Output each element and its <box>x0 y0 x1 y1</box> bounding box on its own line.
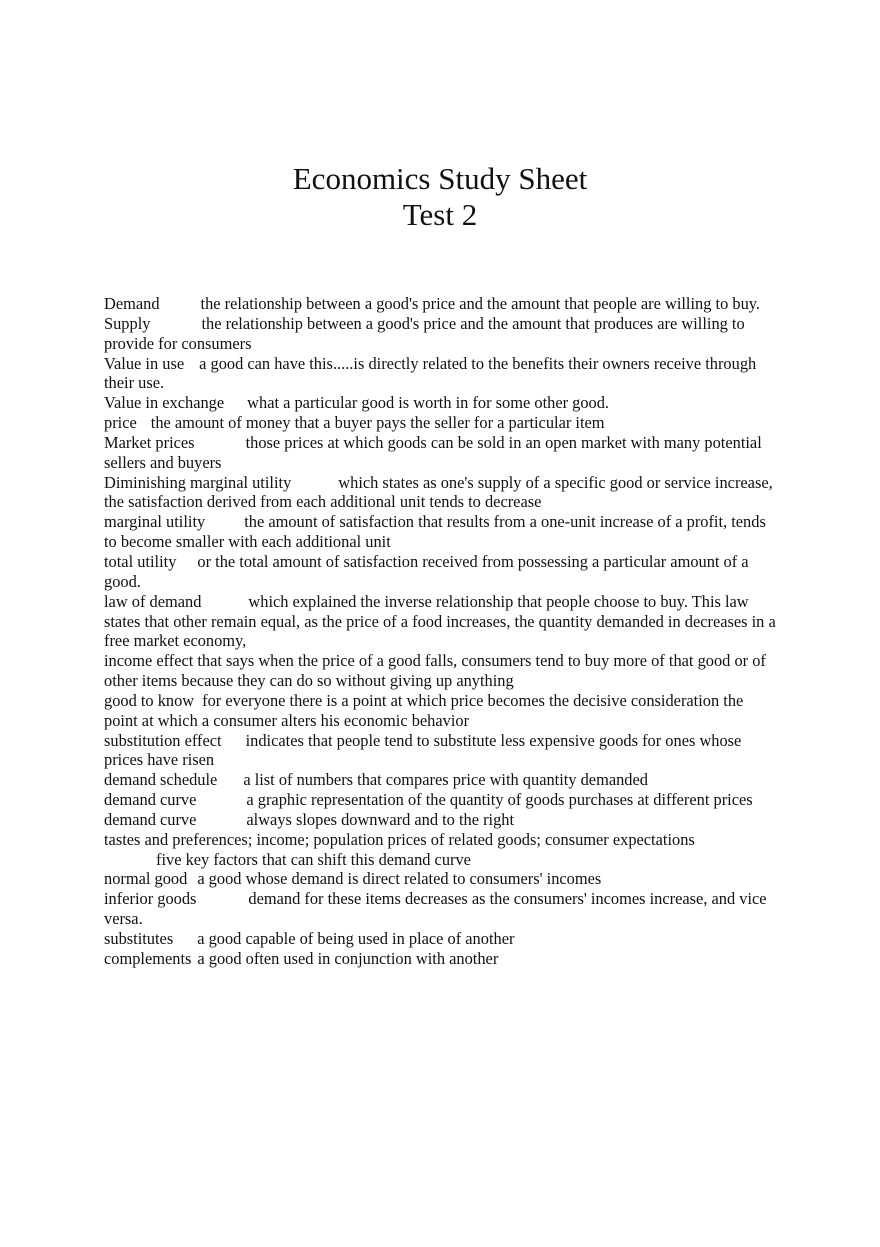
entry-term: Value in exchange <box>104 393 225 413</box>
entry-term: total utility <box>104 551 177 571</box>
glossary-entry <box>104 810 778 830</box>
entry-term: normal good <box>104 869 188 889</box>
title-line-2: Test 2 <box>402 197 478 232</box>
entry-term: Market prices <box>104 432 195 452</box>
entry-definition: or the total amount of satisfaction received from possessing a particular amount of a good. <box>104 551 749 591</box>
entry-term: good to know <box>104 690 195 710</box>
entry-term: demand curve <box>104 809 197 829</box>
entry-term: demand curve <box>104 790 197 810</box>
entry-definition: a good can have this.....is directly related to the benefits their owners receive through their use. <box>104 353 757 393</box>
entry-definition: a good capable of being used in place of another <box>197 929 515 948</box>
entry-term: substitution effect <box>104 730 222 750</box>
entry-definition: five key factors that can shift this demand curve <box>156 849 471 869</box>
page-title <box>0 161 880 233</box>
glossary-entry <box>104 770 778 790</box>
glossary-entry <box>104 413 778 433</box>
entry-definition: a graphic representation of the quantity of goods purchases at different prices <box>246 790 753 810</box>
entry-term: law of demand <box>104 591 202 611</box>
title-line-1: Economics Study Sheet <box>292 161 588 196</box>
entry-term: complements <box>104 948 192 968</box>
entry-term: demand schedule <box>104 770 218 790</box>
entry-definition: which states as one's supply of a specific good or service increase, the satisfaction derived from each additional unit tends to decrease <box>104 472 773 512</box>
entry-definition: indicates that people tend to substitute less expensive goods for ones whose prices have risen <box>104 730 742 770</box>
glossary-entry <box>104 512 778 552</box>
entry-definition: always slopes downward and to the right <box>246 809 515 829</box>
glossary-entry <box>104 949 778 969</box>
glossary-list <box>104 294 778 969</box>
entry-definition: a good whose demand is direct related to consumers' incomes <box>197 869 602 889</box>
glossary-entry <box>104 790 778 810</box>
entry-definition: for everyone there is a point at which price becomes the decisive consideration the point at which a consumer alters his economic behavior <box>104 690 744 730</box>
entry-definition: a list of numbers that compares price with quantity demanded <box>243 770 648 790</box>
entry-definition: those prices at which goods can be sold in an open market with many potential sellers and buyers <box>104 432 762 472</box>
entry-definition: demand for these items decreases as the consumers' incomes increase, and vice versa. <box>104 889 767 929</box>
glossary-entry <box>104 889 778 929</box>
glossary-entry <box>104 929 778 949</box>
glossary-entry <box>104 314 778 354</box>
glossary-entry <box>104 869 778 889</box>
glossary-entry <box>104 473 778 513</box>
glossary-entry <box>104 433 778 473</box>
entry-term: Supply <box>104 313 151 333</box>
entry-term: inferior goods <box>104 889 197 909</box>
glossary-entry <box>104 830 778 870</box>
glossary-entry <box>104 393 778 413</box>
entry-term: Demand <box>104 294 160 313</box>
glossary-entry <box>104 592 778 652</box>
entry-definition: that says when the price of a good falls, consumers tend to buy more of that good or of other items because they can do so without giving up anything <box>104 651 766 691</box>
glossary-entry <box>104 294 778 314</box>
entry-term: marginal utility <box>104 512 206 532</box>
entry-definition: a good often used in conjunction with another <box>197 948 499 968</box>
entry-term: tastes and preferences; income; population prices of related goods; consumer expectations <box>104 829 695 849</box>
entry-term: substitutes <box>104 929 174 948</box>
entry-definition: which explained the inverse relationship that people choose to buy. This law states that other remain equal, as the price of a food increases, the quantity demanded in decreases in a free market economy, <box>104 591 776 651</box>
entry-definition: the relationship between a good's price and the amount that people are willing to buy. <box>200 294 760 313</box>
entry-definition: the amount of satisfaction that results from a one-unit increase of a profit, tends to become smaller with each additional unit <box>104 512 766 552</box>
entry-definition: the relationship between a good's price and the amount that produces are willing to provide for consumers <box>104 313 745 353</box>
entry-definition: what a particular good is worth in for some other good. <box>247 393 610 413</box>
entry-definition: the amount of money that a buyer pays the seller for a particular item <box>150 413 605 433</box>
entry-term: Value in use <box>104 353 185 373</box>
entry-term: income effect <box>104 651 194 671</box>
glossary-entry <box>104 691 778 731</box>
glossary-entry <box>104 354 778 394</box>
entry-term: Diminishing marginal utility <box>104 472 292 492</box>
glossary-entry <box>104 731 778 771</box>
entry-term: price <box>104 413 137 433</box>
glossary-entry <box>104 651 778 691</box>
glossary-entry <box>104 552 778 592</box>
